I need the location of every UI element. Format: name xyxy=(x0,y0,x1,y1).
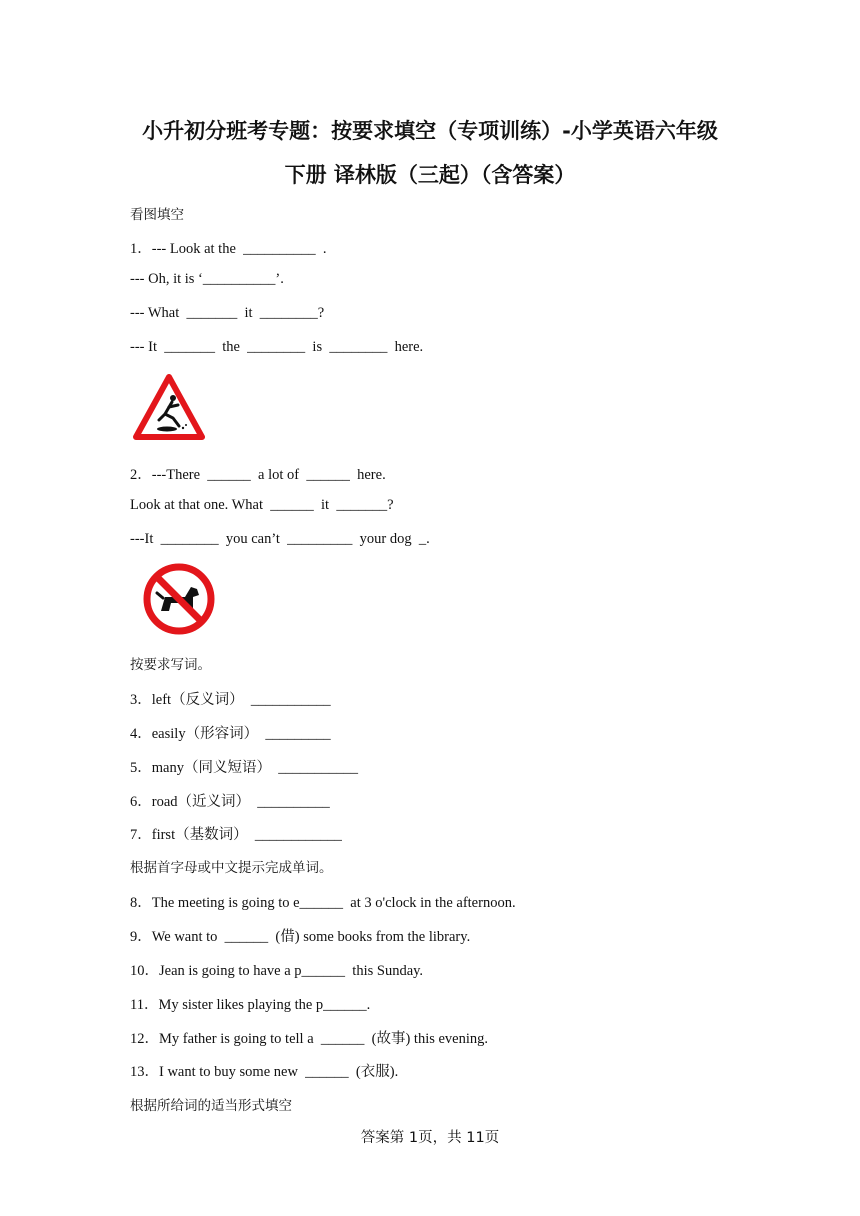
no-dogs-sign-icon xyxy=(141,561,217,637)
question-2-line-2: Look at that one. What ______ it _______? xyxy=(130,497,394,513)
question-1-line-3: --- What _______ it ________? xyxy=(130,305,325,321)
section-heading-write-words: 按要求写词。 xyxy=(130,657,211,673)
section-heading-complete-words: 根据首字母或中文提示完成单词。 xyxy=(130,860,333,876)
question-13: 13．I want to buy some new ______ (衣服). xyxy=(130,1064,399,1080)
section-heading-picture-fill: 看图填空 xyxy=(130,207,184,223)
page-footer: 答案第 1页，共 11页 xyxy=(360,1130,500,1146)
question-7: 7．first（基数词） ____________ xyxy=(130,827,342,843)
question-2-line-1: 2．---There ______ a lot of ______ here. xyxy=(130,467,386,483)
question-2-line-3: ---It ________ you can’t _________ your dog _. xyxy=(130,531,430,547)
question-1-line-1: 1．--- Look at the __________ . xyxy=(130,241,327,257)
question-12: 12．My father is going to tell a ______ (故事) this evening. xyxy=(130,1031,489,1047)
question-1-line-4: --- It _______ the ________ is ________ here. xyxy=(130,339,424,355)
question-6: 6．road（近义词） __________ xyxy=(130,794,330,810)
section-heading-word-forms: 根据所给词的适当形式填空 xyxy=(130,1098,292,1114)
question-3: 3．left（反义词） ___________ xyxy=(130,692,331,708)
question-4: 4．easily（形容词） _________ xyxy=(130,726,331,742)
question-10: 10．Jean is going to have a p______ this Sunday. xyxy=(130,963,424,979)
question-11: 11．My sister likes playing the p______. xyxy=(130,997,371,1013)
document-title-line-2: 下册 译林版（三起）（含答案） xyxy=(284,163,576,187)
question-9: 9．We want to ______ (借) some books from the library. xyxy=(130,929,471,945)
question-5: 5．many（同义短语） ___________ xyxy=(130,760,358,776)
slippery-warning-sign-icon xyxy=(133,374,205,440)
document-title-line-1: 小升初分班考专题：按要求填空（专项训练）-小学英语六年级 xyxy=(142,119,718,143)
question-1-line-2: --- Oh, it is ‘__________’. xyxy=(130,271,284,287)
question-8: 8．The meeting is going to e______ at 3 o'clock in the afternoon. xyxy=(130,895,516,911)
